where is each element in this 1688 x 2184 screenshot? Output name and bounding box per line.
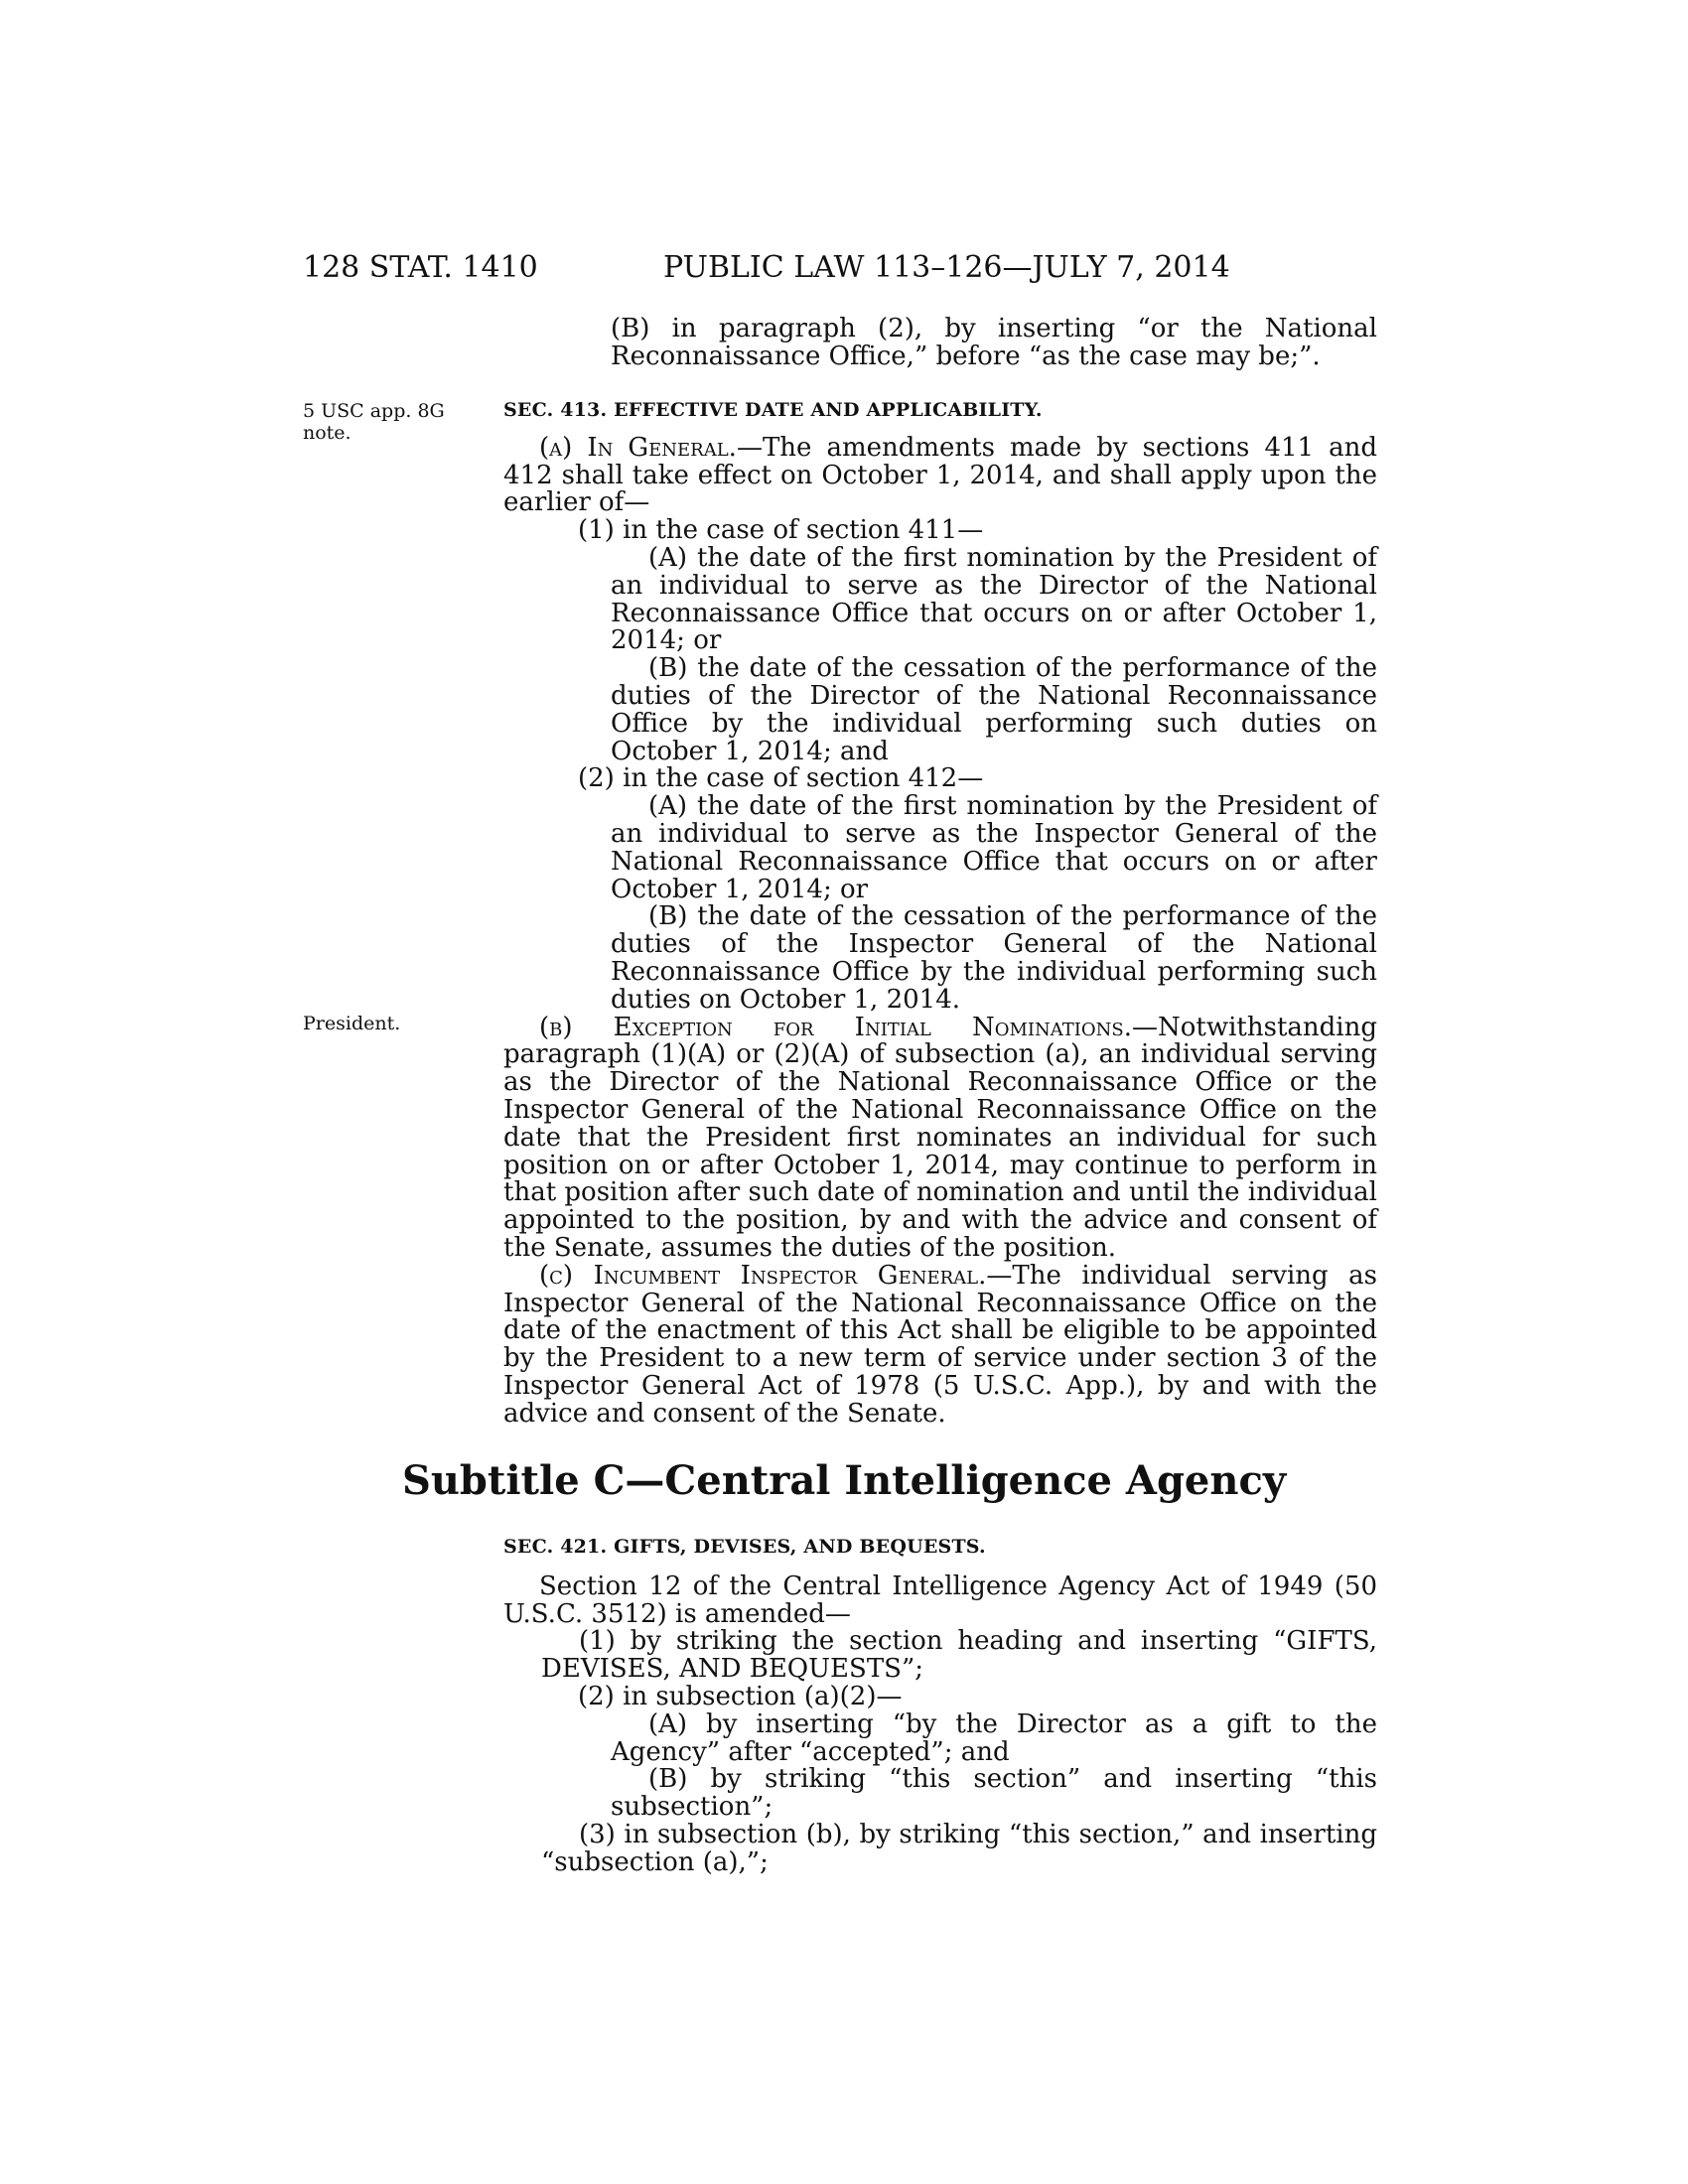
section-413-subsection-b — [503, 1012, 1377, 1263]
public-law-title: PUBLIC LAW 113–126—JULY 7, 2014 — [663, 250, 1230, 285]
page-header — [0, 250, 1688, 290]
intro-paragraph-b: (B) in paragraph (2), by inserting “or the National Reconnaissance Office,” before “as the case may be;”. — [611, 314, 1377, 371]
statute-citation: 128 STAT. 1410 — [303, 250, 538, 285]
section-421-para-2A: (A) by inserting “by the Director as a gift to the Agency” after “accepted”; and — [611, 1708, 1377, 1767]
section-413-para-2A: (A) the date of the first nomination by the President of an individual to serve as the Inspector General of the National Reconnaissance Office that occurs on or after October 1, 2014; or — [611, 791, 1377, 904]
subsection-b-label: (b) Exception for Initial Nominations. — [539, 1012, 1132, 1042]
section-413-para-2: (2) in the case of section 412— — [578, 763, 984, 794]
section-421-heading: SEC. 421. GIFTS, DEVISES, AND BEQUESTS. — [503, 1536, 986, 1558]
section-421-intro: Section 12 of the Central Intelligence Agency Act of 1949 (50 U.S.C. 3512) is amended— — [503, 1570, 1377, 1629]
subsection-a-text: —The amendments made by sections 411 and 412 shall take effect on October 1, 2014, and shall apply upon the earlier of— — [503, 432, 1377, 518]
subtitle-heading: Subtitle C—Central Intelligence Agency — [401, 1457, 1287, 1504]
section-413 — [503, 397, 1377, 1428]
section-421-para-2: (2) in subsection (a)(2)— — [578, 1681, 903, 1711]
section-413-para-1A: (A) the date of the first nomination by the President of an individual to serve as the Director of the National Reconnaissance Office that occurs on or after October 1, 2014; or — [611, 542, 1377, 656]
section-413-heading: SEC. 413. EFFECTIVE DATE AND APPLICABILITY. — [503, 399, 1043, 421]
section-421 — [503, 1534, 1377, 1877]
section-413-para-1B: (B) the date of the cessation of the performance of the duties of the Director of the National Reconnaissance Office by the individual performing such duties on October 1, 2014; and — [611, 653, 1377, 766]
subsection-c-text: —The individual serving as Inspector General of the National Reconnaissance Office on the date of the enactment of this Act shall be eligible to be appointed by the President to a new term of service under section 3 of the Inspector General Act of 1978 (5 U.S.C. App.), by and with the advice and consent of the Senate. — [503, 1260, 1378, 1429]
intro-block — [503, 316, 1377, 371]
section-421-para-1: (1) by striking the section heading and inserting “GIFTS, DEVISES, AND BEQUESTS”; — [541, 1626, 1377, 1685]
margin-note-usc: 5 USC app. 8G note. — [303, 400, 445, 444]
section-421-para-3: (3) in subsection (b), by striking “this section,” and inserting “subsection (a),”; — [541, 1819, 1377, 1877]
section-413-subsection-c — [503, 1260, 1378, 1429]
subsection-a-label: (a) In General. — [539, 432, 737, 463]
subsection-c-label: (c) Incumbent Inspector General. — [539, 1260, 987, 1291]
subsection-b-text: —Notwithstanding paragraph (1)(A) or (2)(A) of subsection (a), an individual serving as the Director of the National Reconnaissance Office or the Inspector General of the National Reconnaissance Office on the date that the President first nominates an individual for such position on or after October 1, 2014, may continue to perform in that position after such date of nomination and until the individual appointed to the position, by and with the advice and consent of the Senate, assumes the duties of the position. — [503, 1012, 1377, 1263]
section-421-para-2B: (B) by striking “this section” and inserting “this subsection”; — [611, 1764, 1377, 1823]
section-413-para-2B: (B) the date of the cessation of the performance of the duties of the Inspector General of the National Reconnaissance Office by the individual performing such duties on October 1, 2014. — [611, 901, 1377, 1015]
section-413-para-1: (1) in the case of section 411— — [578, 515, 984, 546]
section-413-subsection-a — [503, 432, 1377, 518]
margin-note-president: President. — [303, 1013, 401, 1034]
